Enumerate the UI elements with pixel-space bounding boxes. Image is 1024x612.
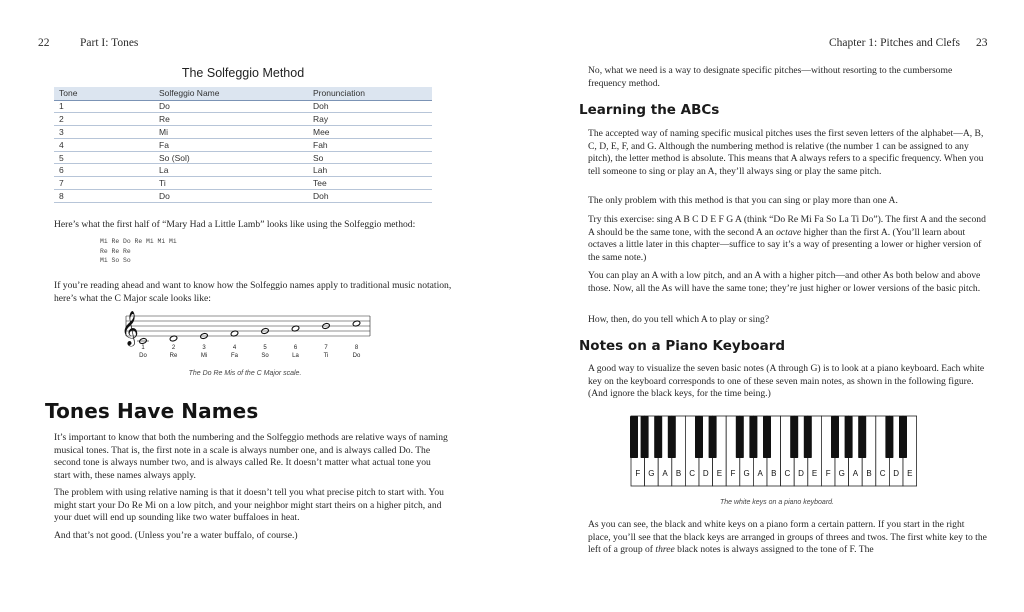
staff-lines <box>126 316 370 336</box>
table-row <box>54 138 432 151</box>
running-head-right: Chapter 1: Pitches and Clefs <box>829 37 960 49</box>
table-cell: So <box>308 151 432 164</box>
table-cell: Mi <box>154 126 308 139</box>
table-cell: Ti <box>154 177 308 190</box>
body-paragraph <box>588 214 988 264</box>
running-head-left: Part I: Tones <box>80 37 139 49</box>
table-header: Solfeggio Name <box>154 87 308 100</box>
scale-degree-number: 4 <box>232 345 237 351</box>
table-cell: Do <box>154 190 308 203</box>
table-cell: Fah <box>308 138 432 151</box>
table-row <box>54 113 432 126</box>
white-key-label: B <box>771 469 777 478</box>
white-key-label: B <box>675 469 682 478</box>
white-key-label: C <box>879 469 886 478</box>
table-cell: 5 <box>54 151 154 164</box>
table-cell: Fa <box>154 138 308 151</box>
text-run: As you can see, the black and white keys on a piano form a certain pattern. If you start in the right place, you’ll see that the black keys are arranged in groups of threes and twos. The first white key to the left of a group of <box>588 519 987 556</box>
solfeggio-name: La <box>292 353 299 359</box>
section-heading: Tones Have Names <box>45 399 259 423</box>
white-key-label: A <box>852 469 859 478</box>
solfeggio-name: Do <box>139 353 147 359</box>
black-key <box>749 416 757 458</box>
table-cell: Do <box>154 100 308 113</box>
white-key-label: B <box>866 469 872 478</box>
table-cell: 2 <box>54 113 154 126</box>
table-cell: Lah <box>308 164 432 177</box>
black-key <box>630 416 638 458</box>
body-paragraph: And that’s not good. (Unless you’re a water buffalo, of course.) <box>54 530 298 541</box>
body-paragraph: It’s important to know that both the numbering and the Solfeggio methods are relative ways of naming musical tones. That is, the first note in a scale is always number one, and is always called Do. The second tone is always number two, and is always called Re. It doesn’t matter what actual tone you start with, these names always apply. <box>54 432 448 481</box>
table-cell: Ray <box>308 113 432 126</box>
solfeggio-table <box>54 87 432 203</box>
white-key-label: G <box>743 469 750 478</box>
scale-caption: The Do Re Mis of the C Major scale. <box>188 370 302 377</box>
body-paragraph: You can play an A with a low pitch, and an A with a higher pitch—and other As both below and above those. Now, all the As will have the same tone; they’re just higher or lower versions of the basic pitch. <box>588 270 981 294</box>
black-key <box>831 416 839 458</box>
black-key <box>695 416 703 458</box>
white-key-label: D <box>798 469 804 478</box>
scale-degree-number: 8 <box>354 345 359 351</box>
body-paragraph: The accepted way of naming specific musical pitches uses the first seven letters of the alphabet—A, B, C, D, E, F, and G. Although the numbering method is relative (the number 1 can be assigned to any pitch), the letter method is absolute. This means that A always refers to a specific frequency. When you tell someone to sing or play an A, they’ll always sing or play the same pitch. <box>588 128 984 177</box>
table-cell: 1 <box>54 100 154 113</box>
table-title: The Solfeggio Method <box>181 66 305 80</box>
white-key-label: E <box>907 469 913 478</box>
solfeggio-name: Mi <box>200 353 208 359</box>
white-key-label: G <box>838 469 845 478</box>
white-key-label: F <box>730 469 736 478</box>
scale-degree-number: 6 <box>293 345 298 351</box>
table-cell: 6 <box>54 164 154 177</box>
black-key <box>885 416 893 458</box>
table-row <box>54 190 432 203</box>
black-key <box>668 416 676 458</box>
white-key-label: F <box>635 469 641 478</box>
black-key <box>790 416 798 458</box>
table-header: Pronunciation <box>308 87 432 100</box>
white-key-label: G <box>648 469 655 478</box>
emphasis-text: octave <box>776 226 802 238</box>
reading-ahead-paragraph: If you’re reading ahead and want to know how the Solfeggio names apply to traditional music notation, here’s what the C Major scale looks like: <box>54 280 452 304</box>
black-keys <box>630 416 907 458</box>
table-row <box>54 177 432 190</box>
table-row <box>54 100 432 113</box>
intro-paragraph: No, what we need is a way to designate specific pitches—without resorting to the cumbersome frequency method. <box>588 65 953 89</box>
table-header: Tone <box>54 87 154 100</box>
body-paragraph: The problem with using relative naming is that it doesn’t tell you what precise pitch to start with. You might start your Do Re Mi on a low pitch, and your neighbor might start theirs on a higher pitch, and your duet will end up sounding like two water buffaloes in heat. <box>54 487 444 524</box>
scale-degree-number: 1 <box>141 345 145 351</box>
table-cell: Doh <box>308 190 432 203</box>
c-major-scale-figure <box>116 308 376 368</box>
table-cell: Mee <box>308 126 432 139</box>
solfeggio-name: Do <box>352 353 361 359</box>
body-paragraph <box>588 519 988 557</box>
lyrics-line: Mi Re Do Re Mi Mi Mi <box>100 238 177 245</box>
table-cell: 4 <box>54 138 154 151</box>
keyboard-caption: The white keys on a piano keyboard. <box>719 499 834 506</box>
subsection-heading: Notes on a Piano Keyboard <box>579 338 786 354</box>
black-key <box>845 416 853 458</box>
table-cell: Doh <box>308 100 432 113</box>
solfeggio-name: Re <box>169 353 178 359</box>
black-key <box>736 416 744 458</box>
table-header-row <box>54 87 432 100</box>
black-key <box>709 416 717 458</box>
black-key <box>641 416 649 458</box>
table-cell: Tee <box>308 177 432 190</box>
black-key <box>899 416 907 458</box>
text-run: black notes is always assigned to the tone of F. The <box>674 544 874 556</box>
table-cell: 3 <box>54 126 154 139</box>
lyrics-line: Mi So So <box>100 257 131 264</box>
scale-degree-number: 5 <box>263 345 267 351</box>
table-cell: 8 <box>54 190 154 203</box>
right-page <box>512 0 1024 612</box>
scale-degree-number: 7 <box>324 345 328 351</box>
page-number-right: 23 <box>976 37 988 49</box>
mary-lyrics-block <box>100 237 177 266</box>
white-key-label: A <box>757 469 763 478</box>
table-row <box>54 164 432 177</box>
body-paragraph: How, then, do you tell which A to play or sing? <box>588 314 770 325</box>
subsection-heading: Learning the ABCs <box>579 102 720 118</box>
table-row <box>54 126 432 139</box>
solfeggio-name: Fa <box>230 353 239 359</box>
solfeggio-name: So <box>261 353 269 359</box>
text-run: higher than the first A. (You’ll learn about octaves a little later in this chapter—suffice to say it’s a way of presenting a lower or higher version of the same note.) <box>588 226 982 263</box>
lyrics-line: Re Re Re <box>100 247 131 255</box>
piano-keyboard-figure <box>630 415 920 487</box>
white-key-label: F <box>825 469 831 478</box>
white-key-label: A <box>662 469 668 478</box>
white-key-label: D <box>893 469 900 478</box>
table-row <box>54 151 432 164</box>
white-key-label: E <box>716 469 723 478</box>
page-number-left: 22 <box>38 37 50 49</box>
table-cell: So (Sol) <box>154 151 308 164</box>
mary-intro-paragraph: Here’s what the first half of “Mary Had a Little Lamb” looks like using the Solfeggio method: <box>54 219 416 230</box>
text-run: Try this exercise: sing A B C D E F G A (think “Do Re Mi Fa So La Ti Do”). The first A and the second A should be the same tone, with the second A an <box>588 214 986 238</box>
scale-degree-number: 2 <box>171 345 176 351</box>
black-key <box>654 416 662 458</box>
white-key-label: C <box>689 469 696 478</box>
white-key-label: E <box>811 469 818 478</box>
white-key-label: C <box>784 469 791 478</box>
table-cell: La <box>154 164 308 177</box>
black-key <box>804 416 812 458</box>
scale-degree-number: 3 <box>202 345 206 351</box>
body-paragraph: The only problem with this method is that you can sing or play more than one A. <box>588 195 898 206</box>
treble-clef-icon: 𝄞 <box>121 311 139 346</box>
black-key <box>858 416 866 458</box>
table-cell: 7 <box>54 177 154 190</box>
table-cell: Re <box>154 113 308 126</box>
emphasis-text: three <box>655 544 675 556</box>
white-key-label: D <box>702 469 709 478</box>
black-key <box>763 416 771 458</box>
solfeggio-name: Ti <box>323 353 329 359</box>
body-paragraph: A good way to visualize the seven basic notes (A through G) is to look at a piano keyboard. Each white key on the keyboard corresponds to one of these seven main notes, as shown in the following figure. (And ignore the black keys, for the time being.) <box>588 363 985 400</box>
